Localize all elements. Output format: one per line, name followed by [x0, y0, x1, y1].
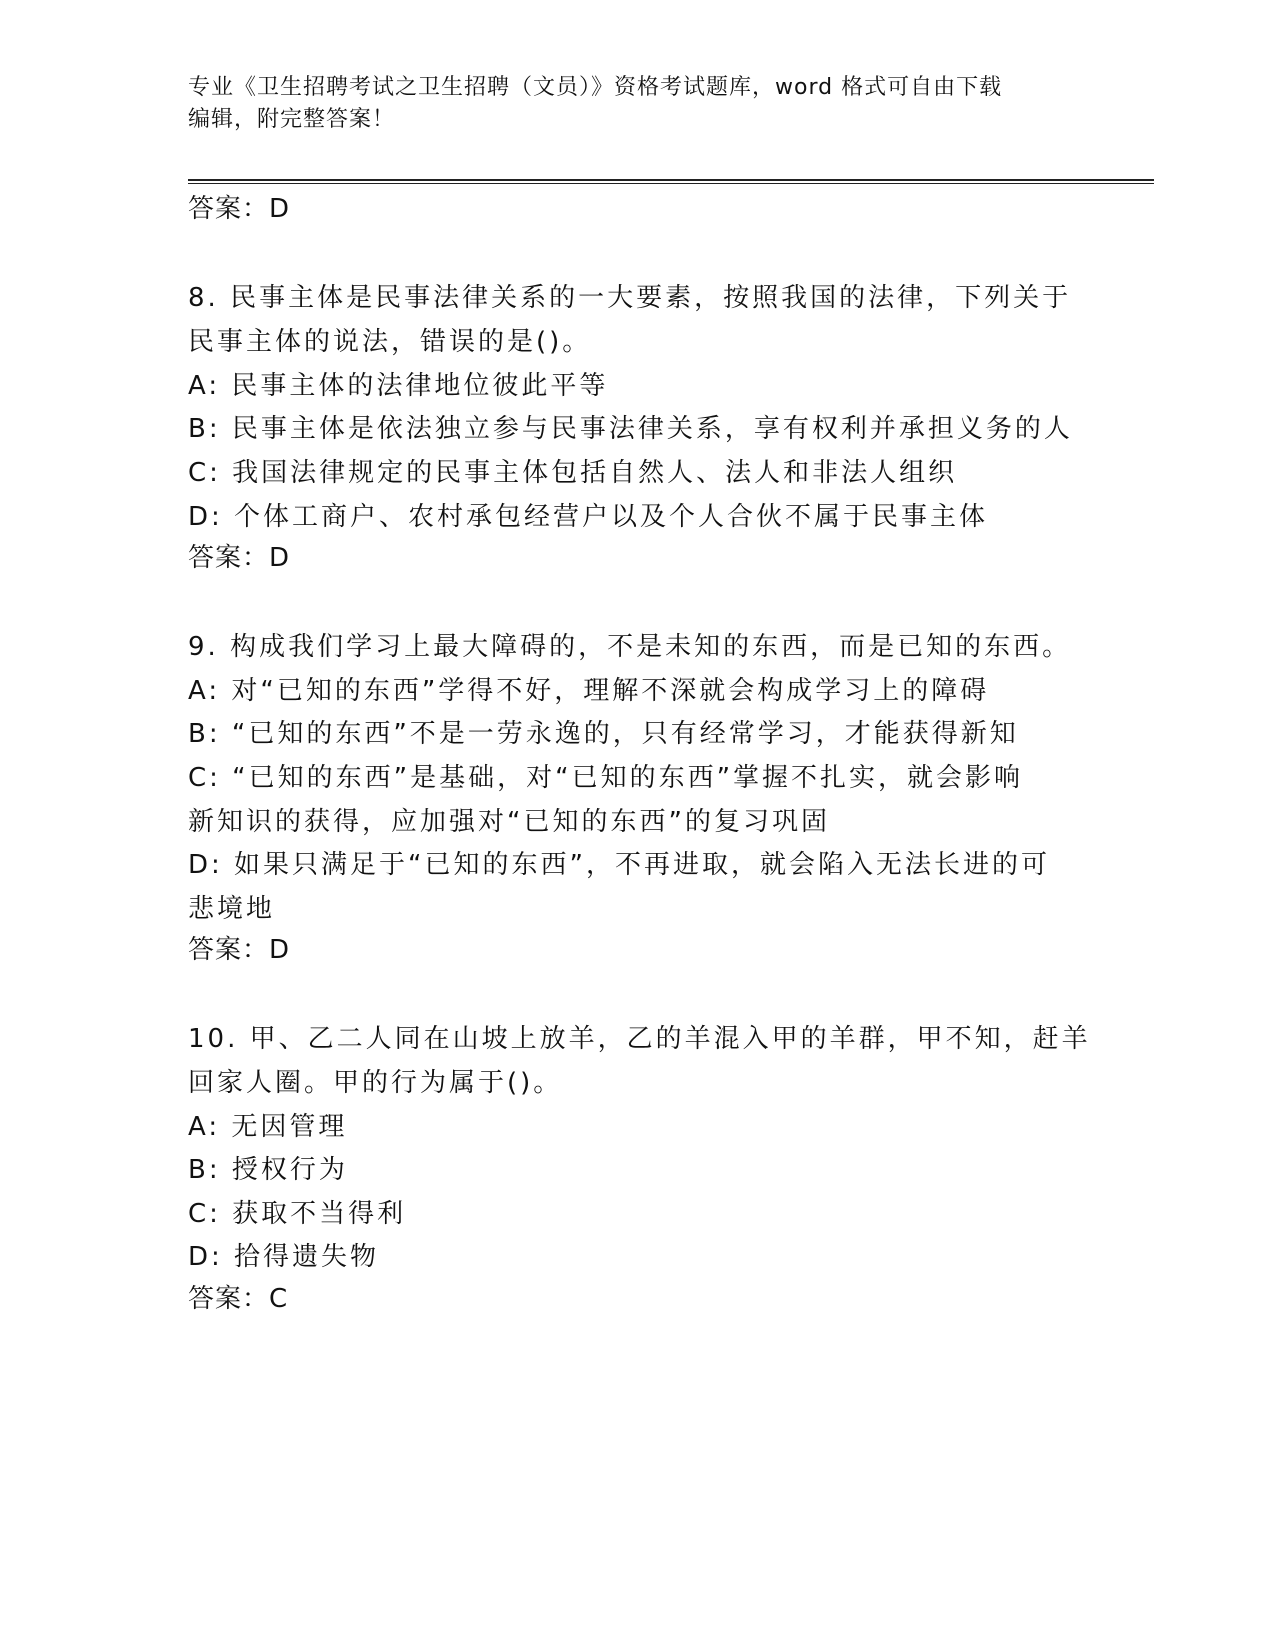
q8-option-b: B: 民事主体是依法独立参与民事法律关系，享有权利并承担义务的人 [188, 414, 1073, 444]
q9-option-b: B: “已知的东西”不是一劳永逸的，只有经常学习，才能获得新知 [188, 719, 1019, 749]
q10-option-b: B: 授权行为 [188, 1155, 348, 1185]
q10-answer: 答案：C [188, 1284, 289, 1314]
previous-answer: 答案：D [188, 194, 291, 224]
q8-option-a: A: 民事主体的法律地位彼此平等 [188, 371, 609, 401]
header-rule-thick [188, 179, 1154, 181]
q8-option-c: C: 我国法律规定的民事主体包括自然人、法人和非法人组织 [188, 458, 958, 488]
q10-option-d: D: 拾得遗失物 [188, 1242, 380, 1272]
q8-answer: 答案：D [188, 543, 291, 573]
q10-stem-line-1: 10. 甲、乙二人同在山坡上放羊，乙的羊混入甲的羊群，甲不知，赶羊 [188, 1024, 1091, 1054]
q10-stem-line-2: 回家人圈。甲的行为属于()。 [188, 1068, 563, 1098]
q9-answer: 答案：D [188, 935, 291, 965]
q8-option-d: D: 个体工商户、农村承包经营户以及个人合伙不属于民事主体 [188, 502, 989, 532]
q9-option-d-line-1: D: 如果只满足于“已知的东西”，不再进取，就会陷入无法长进的可 [188, 850, 1050, 880]
header-rule-thin [188, 183, 1154, 184]
q8-stem-line-2: 民事主体的说法，错误的是()。 [188, 327, 592, 357]
document-header [188, 72, 1088, 136]
q9-option-d-line-2: 悲境地 [188, 894, 276, 924]
q9-stem-line-1: 9. 构成我们学习上最大障碍的，不是未知的东西，而是已知的东西。 [188, 632, 1072, 662]
header-line-2: 编辑，附完整答案！ [188, 107, 396, 132]
q10-option-c: C: 获取不当得利 [188, 1199, 407, 1229]
q9-option-c-line-1: C: “已知的东西”是基础，对“已知的东西”掌握不扎实，就会影响 [188, 763, 1024, 793]
q8-stem-line-1: 8. 民事主体是民事法律关系的一大要素，按照我国的法律，下列关于 [188, 283, 1072, 313]
q10-option-a: A: 无因管理 [188, 1112, 348, 1142]
q9-option-a: A: 对“已知的东西”学得不好，理解不深就会构成学习上的障碍 [188, 676, 990, 706]
q9-option-c-line-2: 新知识的获得，应加强对“已知的东西”的复习巩固 [188, 807, 830, 837]
header-line-1: 专业《卫生招聘考试之卫生招聘（文员）》资格考试题库，word 格式可自由下载 [188, 75, 1003, 100]
